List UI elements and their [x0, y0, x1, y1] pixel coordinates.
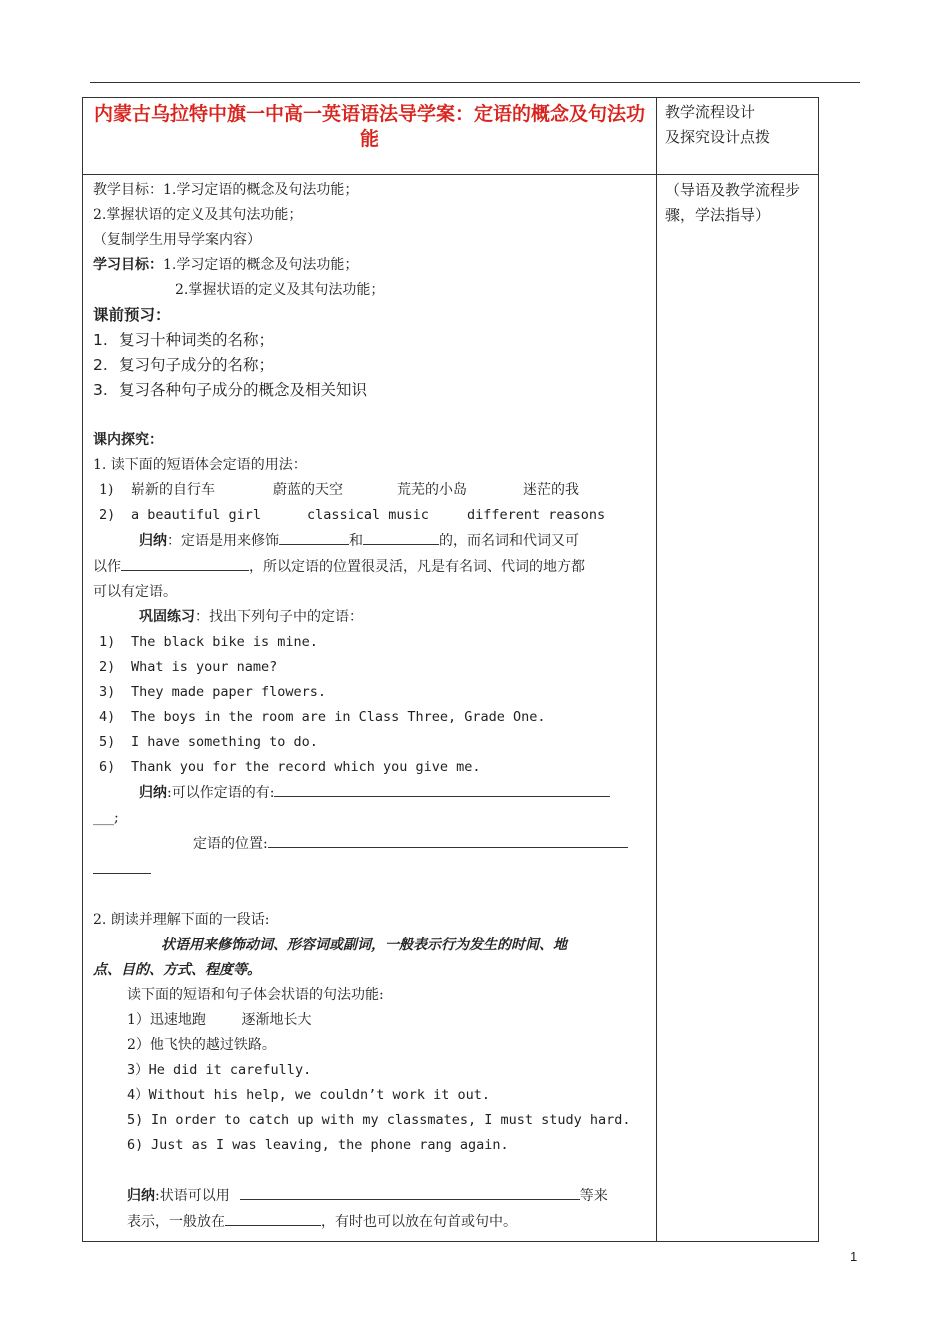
summary1-text-e: ，所以定语的位置很灵活，凡是有名词、代词的地方都	[249, 559, 585, 575]
summary3-text-c: 表示，一般放在	[127, 1214, 225, 1230]
adverbial-item	[93, 1108, 646, 1133]
explore-label: 课内探究：	[93, 432, 163, 448]
adverbial-num: 2）	[127, 1037, 150, 1053]
preview-num-1: 1.	[93, 331, 108, 349]
summary2-tail: ___;	[93, 810, 119, 826]
adverbial-text: In order to catch up with my classmates, I must study hard.	[151, 1112, 631, 1128]
adverbial-item	[93, 1133, 646, 1158]
side-note-cell	[657, 175, 819, 1242]
definition-line-2: 点、目的、方式、程度等。	[93, 962, 261, 978]
phrase-en-1: a beautiful girl	[131, 507, 262, 523]
part2-heading: 2. 朗读并理解下面的一段话:	[93, 912, 270, 928]
summary3-text-a: :状语可以用	[155, 1188, 230, 1204]
teaching-goal-1: 1.学习定语的概念及句法功能；	[163, 182, 359, 198]
blank-2[interactable]	[363, 528, 439, 545]
page-number: 1	[850, 1249, 858, 1264]
adverbial-num: 4）	[127, 1087, 149, 1103]
phrase-en-3: different reasons	[467, 507, 606, 523]
sentence-text: I have something to do.	[131, 734, 318, 750]
adverbial-item	[93, 1083, 646, 1108]
preview-num-3: 3.	[93, 381, 108, 399]
summary2-text-a: :可以作定语的有:	[167, 785, 275, 801]
learning-goals-label: 学习目标：	[93, 257, 163, 273]
phrase-cn-4: 迷茫的我	[523, 482, 579, 498]
teaching-goals-label: 教学目标：	[93, 182, 163, 198]
side-header-line-2: 及探究设计点拨	[665, 128, 771, 146]
phrases-cn	[93, 478, 646, 503]
sentence-num: 6)	[99, 759, 116, 775]
phrases-en-num: 2)	[99, 507, 116, 523]
sentence-item	[93, 680, 646, 705]
sentence-text: The black bike is mine.	[131, 634, 318, 650]
summary2-line1	[93, 780, 646, 806]
adverbial-text: 他飞快的越过铁路。	[149, 1037, 276, 1053]
practice-line	[93, 605, 646, 630]
summary1-text-f: 可以有定语。	[93, 584, 177, 600]
adverbial-item	[93, 1058, 646, 1083]
title-cell	[83, 98, 657, 175]
summary1-line2	[93, 554, 646, 580]
part1-heading: 1. 读下面的短语体会定语的用法：	[93, 457, 307, 473]
content-cell	[83, 175, 657, 1242]
adverbial-num: 6)	[127, 1137, 144, 1153]
adverbial-item	[93, 1033, 646, 1058]
sentence-text: The boys in the room are in Class Three, Grade One.	[131, 709, 546, 725]
sentence-text: They made paper flowers.	[131, 684, 327, 700]
preview-item	[93, 378, 646, 403]
page-title: 内蒙古乌拉特中旗一中高一英语语法导学案：定语的概念及句法功能	[93, 103, 645, 150]
lesson-table	[82, 97, 819, 1242]
sentence-num: 5)	[99, 734, 116, 750]
sentence-num: 3)	[99, 684, 116, 700]
summary3-line2	[93, 1209, 646, 1235]
summary2-text-b: 定语的位置:	[193, 836, 268, 852]
practice-label: 巩固练习	[139, 609, 195, 625]
summary1-text-d: 以作	[93, 559, 121, 575]
adverbial-text: Without his help, we couldn’t work it out.	[148, 1087, 491, 1103]
side-header-line-1: 教学流程设计	[665, 103, 756, 121]
preview-label: 课前预习：	[93, 306, 171, 324]
adverbial-text: He did it carefully.	[148, 1062, 312, 1078]
sentence-num: 1)	[99, 634, 116, 650]
sentence-item	[93, 730, 646, 755]
preview-item	[93, 353, 646, 378]
blank-4[interactable]	[274, 780, 610, 797]
blank-7[interactable]	[240, 1183, 580, 1200]
sentence-item	[93, 755, 646, 780]
adverbial-num: 5)	[127, 1112, 144, 1128]
summary3-text-d: ，有时也可以放在句首或句中。	[321, 1214, 517, 1230]
definition-line-1: 状语用来修饰动词、形容词或副词，一般表示行为发生的时间、地	[161, 937, 567, 953]
summary3-label: 归纳	[127, 1188, 155, 1204]
preview-text-2: 复习句子成分的名称；	[119, 356, 275, 374]
phrase-cn-1: 崭新的自行车	[131, 482, 215, 498]
phrases-cn-num: 1)	[99, 482, 114, 498]
sentence-text: Thank you for the record which you give me.	[131, 759, 481, 775]
sentence-text: What is your name?	[131, 659, 278, 675]
phrases-en	[93, 503, 646, 528]
blank-8[interactable]	[225, 1209, 321, 1226]
phrase-cn-2: 蔚蓝的天空	[273, 482, 343, 498]
preview-num-2: 2.	[93, 356, 108, 374]
blank-1[interactable]	[279, 528, 349, 545]
blank-5[interactable]	[268, 831, 628, 848]
phrase-en-2: classical music	[307, 507, 429, 523]
learning-goals	[93, 253, 646, 278]
teaching-goals-note: （复制学生用导学案内容）	[93, 232, 261, 248]
side-header-cell	[657, 98, 819, 175]
adverbial-text: 迅速地跑 逐渐地长大	[149, 1012, 312, 1028]
preview-text-1: 复习十种词类的名称；	[119, 331, 275, 349]
part2-intro: 读下面的短语和句子体会状语的句法功能:	[127, 987, 384, 1003]
summary1-text-c: 的，而名词和代词又可	[439, 533, 579, 549]
teaching-goal-2: 2.掌握状语的定义及其句法功能；	[93, 207, 303, 223]
summary1-text-a: ：定语是用来修饰	[167, 533, 279, 549]
adverbial-item	[93, 1008, 646, 1033]
summary2-line2	[93, 831, 646, 857]
sentence-item	[93, 705, 646, 730]
blank-6[interactable]	[93, 857, 151, 874]
learning-goal-2: 2.掌握状语的定义及其句法功能；	[175, 282, 385, 298]
summary3-text-b: 等来	[579, 1188, 608, 1204]
sentence-num: 2)	[99, 659, 116, 675]
practice-text: ：找出下列句子中的定语：	[195, 609, 363, 625]
adverbial-text: Just as I was leaving, the phone rang again.	[151, 1137, 509, 1153]
teaching-goals	[93, 178, 646, 203]
sentence-item	[93, 655, 646, 680]
preview-item	[93, 328, 646, 353]
summary2-tail-line	[93, 857, 646, 883]
summary1-label: 归纳	[139, 533, 167, 549]
summary2-label: 归纳	[139, 785, 167, 801]
adverbial-num: 3）	[127, 1062, 149, 1078]
summary1-text-b: 和	[349, 533, 363, 549]
summary1-line1	[93, 528, 646, 554]
adverbial-num: 1）	[127, 1012, 150, 1028]
phrase-cn-3: 荒芜的小岛	[397, 482, 467, 498]
sentence-num: 4)	[99, 709, 116, 725]
preview-text-3: 复习各种句子成分的概念及相关知识	[119, 381, 368, 399]
summary3-line1	[93, 1183, 646, 1209]
sentence-item	[93, 630, 646, 655]
blank-3[interactable]	[121, 554, 249, 571]
side-note: （导语及教学流程步骤，学法指导）	[665, 181, 801, 224]
learning-goal-1: 1.学习定语的概念及句法功能；	[163, 257, 359, 273]
header-rule	[90, 82, 860, 83]
